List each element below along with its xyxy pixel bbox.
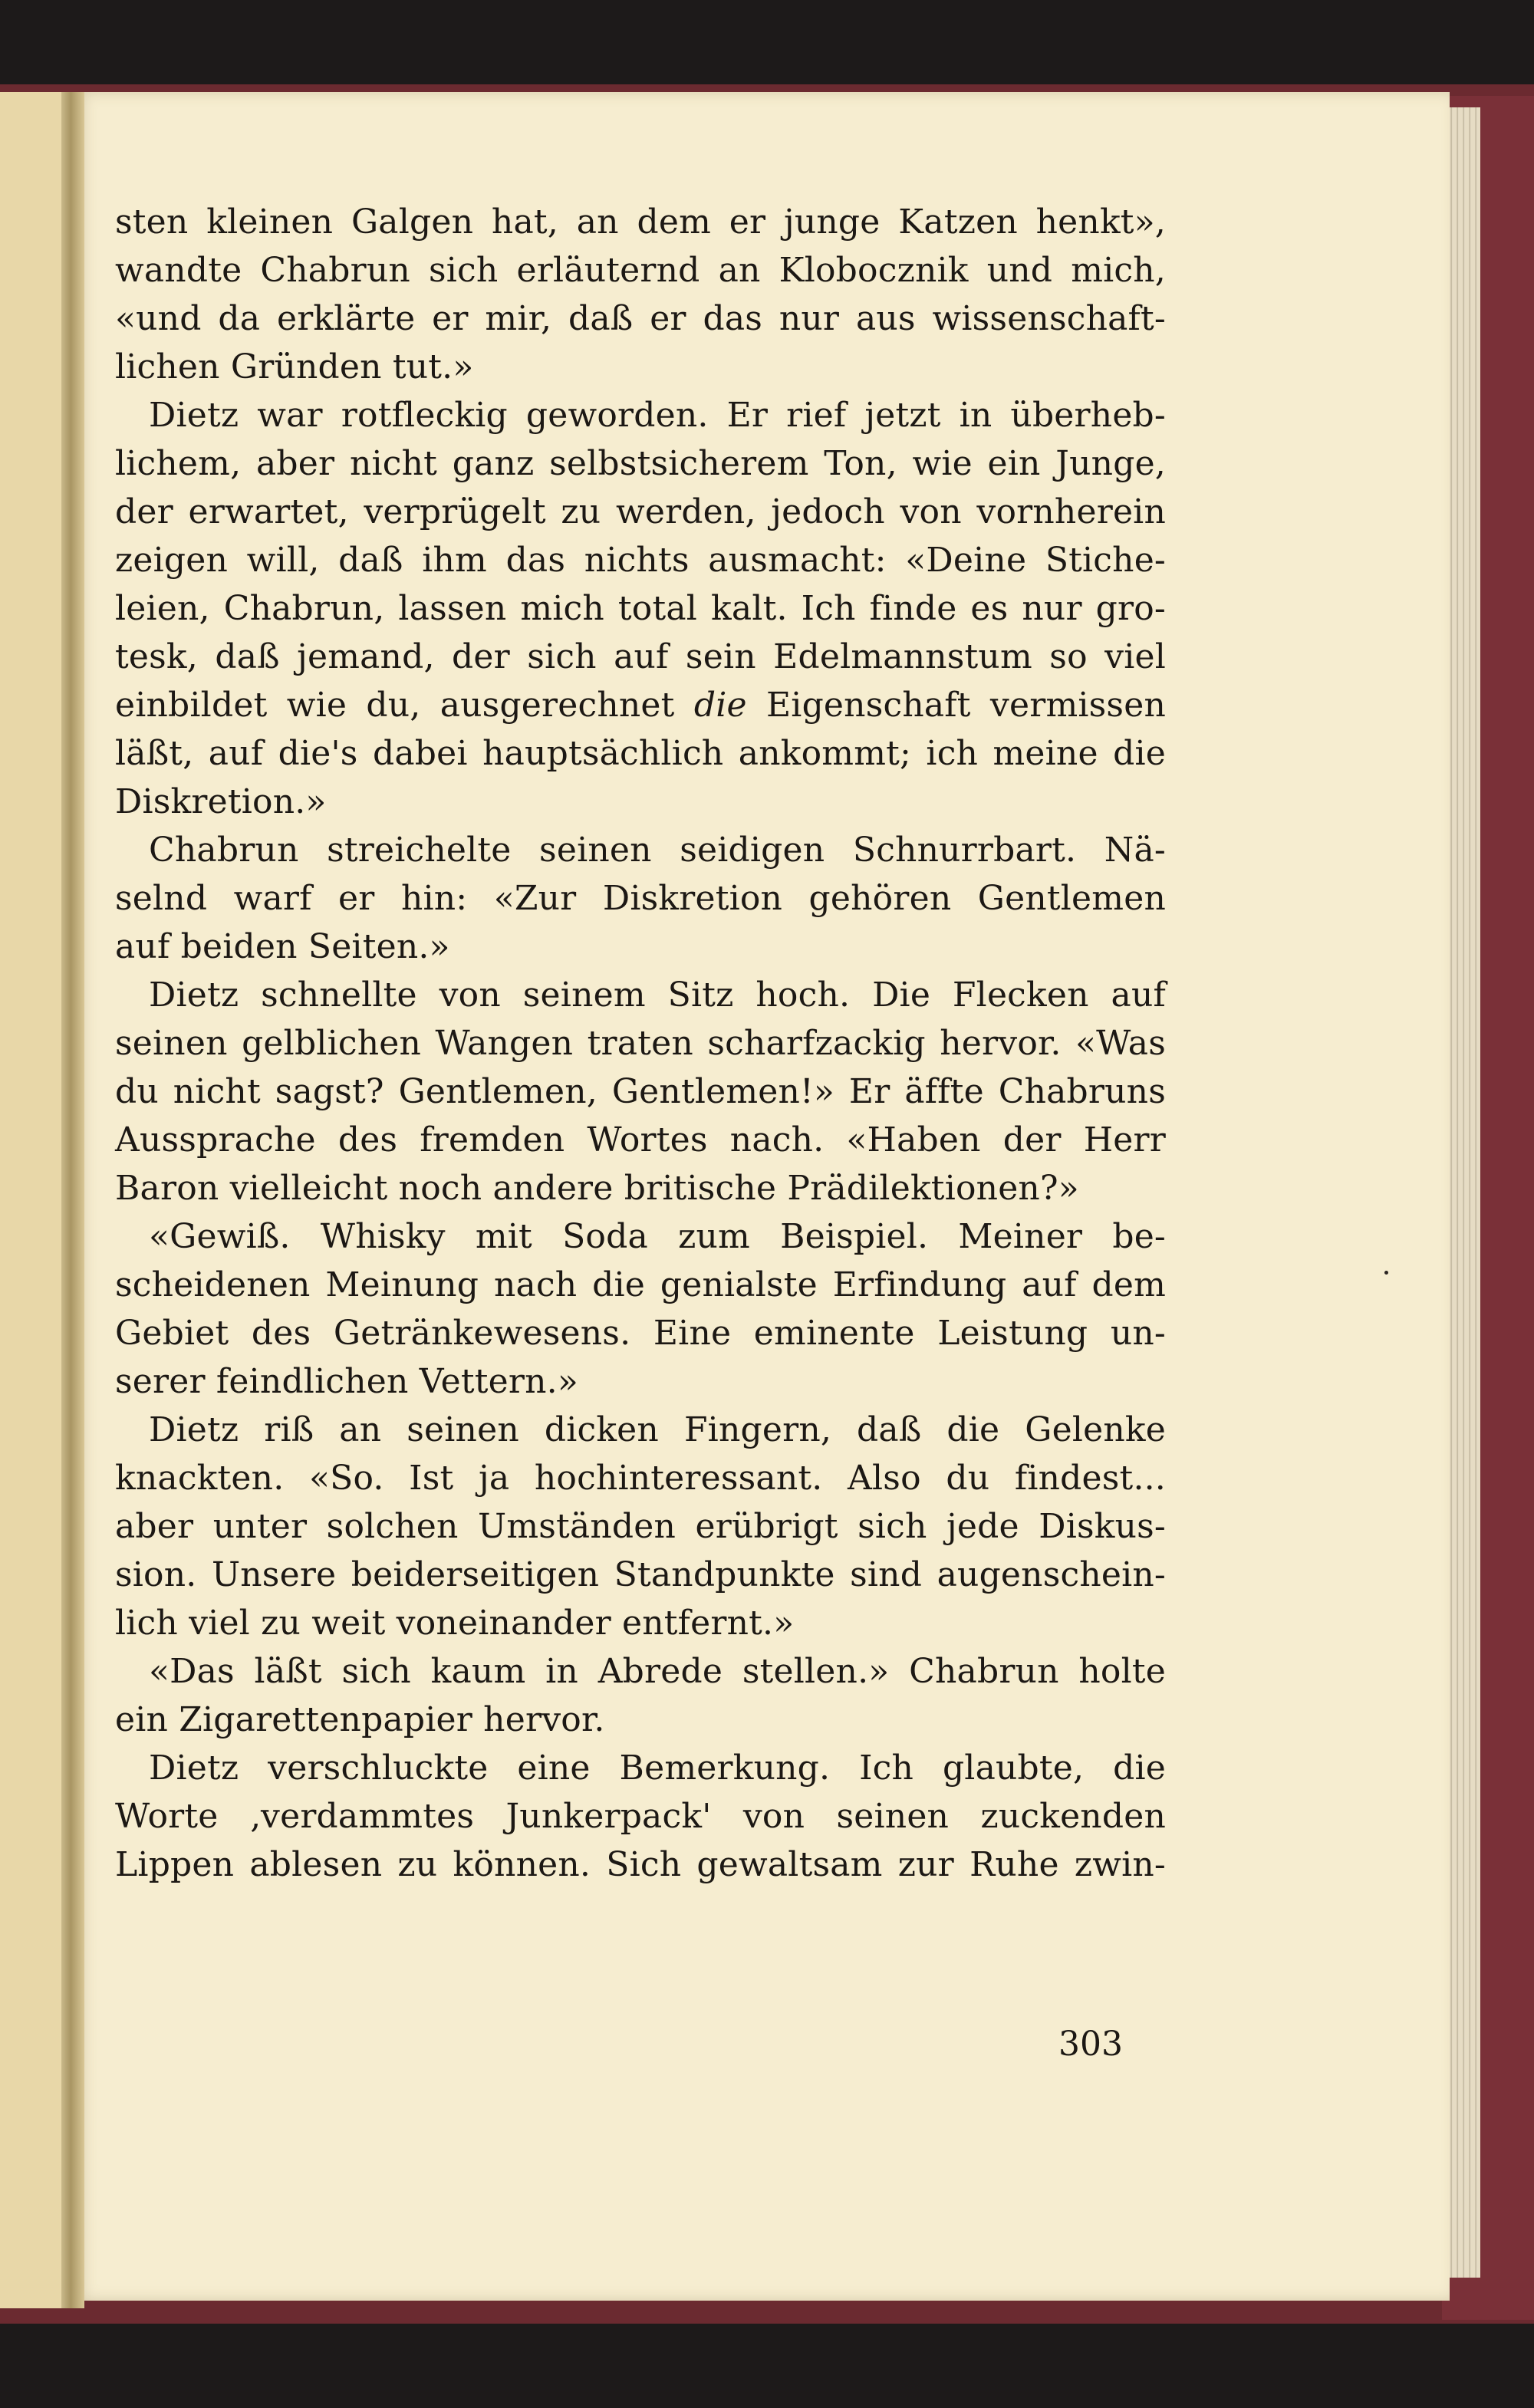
text-line: Worte ‚verdammtes Junkerpack' von seinen zuckenden — [115, 1797, 1166, 1836]
book-gutter — [61, 92, 84, 2308]
paragraph — [115, 1212, 1166, 1406]
text-line: scheidenen Meinung nach die genialste Erfindung auf dem — [115, 1265, 1166, 1304]
text-line: «Gewiß. Whisky mit Soda zum Beispiel. Meiner be- — [149, 1217, 1166, 1256]
text-line: seinen gelblichen Wangen traten scharfzackig hervor. «Was — [115, 1024, 1166, 1063]
text-line: sten kleinen Galgen hat, an dem er junge Katzen henkt», — [115, 202, 1166, 242]
text-line: lichem, aber nicht ganz selbstsicherem Ton, wie ein Junge, — [115, 444, 1166, 483]
paragraph — [115, 1647, 1166, 1744]
text-line: aber unter solchen Umständen erübrigt sich jede Diskus- — [115, 1507, 1166, 1546]
text-line: wandte Chabrun sich erläuternd an Klobocznik und mich, — [115, 251, 1166, 290]
paragraph — [115, 198, 1166, 391]
text-line: du nicht sagst? Gentlemen, Gentlemen!» Er äffte Chabruns — [115, 1072, 1166, 1111]
paragraph — [115, 1744, 1166, 1889]
ink-speck — [1384, 1271, 1388, 1275]
text-line: Aussprache des fremden Wortes nach. «Haben der Herr — [115, 1120, 1166, 1160]
text-line: Diskretion.» — [115, 782, 327, 821]
text-line: selnd warf er hin: «Zur Diskretion gehören Gentlemen — [115, 879, 1166, 918]
text-line: läßt, auf die's dabei hauptsächlich ankommt; ich meine die — [115, 734, 1166, 773]
text-line: einbildet wie du, ausgerechnet die Eigenschaft vermissen — [115, 686, 1166, 725]
paragraph — [115, 971, 1166, 1212]
text-line: «und da erklärte er mir, daß er das nur aus wissenschaft- — [115, 299, 1166, 338]
text-line: lichen Gründen tut.» — [115, 347, 474, 387]
text-line: Gebiet des Getränkewesens. Eine eminente Leistung un- — [115, 1314, 1166, 1353]
paragraph — [115, 391, 1166, 826]
text-line: knackten. «So. Ist ja hochinteressant. Also du findest... — [115, 1459, 1166, 1498]
text-line: auf beiden Seiten.» — [115, 927, 450, 966]
text-line: tesk, daß jemand, der sich auf sein Edelmannstum so viel — [115, 637, 1166, 676]
text-line: Lippen ablesen zu können. Sich gewaltsam zur Ruhe zwin- — [115, 1845, 1166, 1884]
text-line: «Das läßt sich kaum in Abrede stellen.» Chabrun holte — [149, 1652, 1166, 1691]
paragraph — [115, 826, 1166, 971]
text-line: Dietz verschluckte eine Bemerkung. Ich glaubte, die — [149, 1748, 1166, 1788]
text-line: Chabrun streichelte seinen seidigen Schnurrbart. Nä- — [149, 831, 1166, 870]
text-line: lich viel zu weit voneinander entfernt.» — [115, 1604, 795, 1643]
text-line: Dietz riß an seinen dicken Fingern, daß die Gelenke — [149, 1410, 1166, 1449]
page-body-text — [115, 198, 1166, 1889]
text-line: Dietz schnellte von seinem Sitz hoch. Die Flecken auf — [149, 975, 1166, 1015]
text-line: sion. Unsere beiderseitigen Standpunkte sind augenschein- — [115, 1555, 1166, 1594]
text-line: serer feindlichen Vettern.» — [115, 1362, 578, 1401]
text-line: leien, Chabrun, lassen mich total kalt. Ich finde es nur gro- — [115, 589, 1166, 628]
text-line: ein Zigarettenpapier hervor. — [115, 1700, 605, 1739]
paragraph — [115, 1406, 1166, 1647]
text-line: der erwartet, verprügelt zu werden, jedoch von vornherein — [115, 492, 1166, 531]
text-line: Baron vielleicht noch andere britische Prädilektionen?» — [115, 1169, 1079, 1208]
page-number: 303 — [1058, 2025, 1123, 2064]
emphasis: die — [693, 686, 747, 725]
text-line: zeigen will, daß ihm das nichts ausmacht: «Deine Stiche- — [115, 541, 1166, 580]
text-line: Dietz war rotfleckig geworden. Er rief jetzt in überheb- — [149, 396, 1166, 435]
